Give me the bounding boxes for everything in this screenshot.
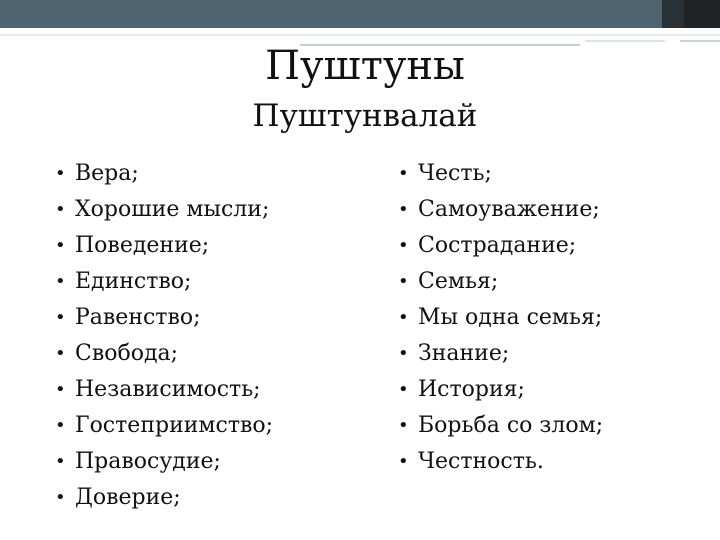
list-item — [398, 158, 708, 194]
slide-subtitle: Пуштунвалай — [252, 98, 478, 134]
list-item — [398, 374, 708, 410]
list-item-text: Вера; — [75, 161, 139, 186]
right-bullet-list — [398, 158, 708, 482]
bullet-icon: • — [398, 415, 409, 436]
bullet-icon: • — [398, 343, 409, 364]
bullet-icon: • — [55, 379, 66, 400]
list-item-text: Гостеприимство; — [75, 413, 274, 438]
list-item-text: Знание; — [418, 341, 510, 366]
list-item-text: История; — [418, 377, 525, 402]
list-item-text: Сострадание; — [418, 233, 577, 258]
bullet-icon: • — [398, 199, 409, 220]
list-item — [398, 266, 708, 302]
bullet-icon: • — [55, 163, 66, 184]
list-item-text: Независимость; — [75, 377, 261, 402]
slide-header-bar — [0, 0, 720, 28]
list-item — [55, 230, 375, 266]
list-item — [398, 410, 708, 446]
list-item — [55, 158, 375, 194]
list-item-text: Мы одна семья; — [418, 305, 603, 330]
bullet-icon: • — [398, 379, 409, 400]
list-item — [55, 266, 375, 302]
list-item — [55, 194, 375, 230]
list-item-text: Семья; — [418, 269, 499, 294]
bullet-icon: • — [398, 307, 409, 328]
bullet-icon: • — [55, 307, 66, 328]
slide-header-tab — [684, 0, 720, 28]
list-item — [398, 194, 708, 230]
list-item — [55, 338, 375, 374]
list-item — [55, 374, 375, 410]
list-item-text: Хорошие мысли; — [75, 197, 270, 222]
bullet-icon: • — [398, 235, 409, 256]
list-item-text: Свобода; — [75, 341, 179, 366]
bullet-icon: • — [398, 451, 409, 472]
list-item-text: Честность. — [418, 449, 544, 474]
list-item — [398, 338, 708, 374]
list-item-text: Правосудие; — [75, 449, 221, 474]
list-item — [55, 446, 375, 482]
bullet-icon: • — [55, 487, 66, 508]
bullet-icon: • — [398, 271, 409, 292]
list-item-text: Честь; — [418, 161, 492, 186]
list-item — [398, 230, 708, 266]
bullet-icon: • — [398, 163, 409, 184]
bullet-icon: • — [55, 199, 66, 220]
bullet-icon: • — [55, 343, 66, 364]
bullet-icon: • — [55, 415, 66, 436]
bullet-icon: • — [55, 271, 66, 292]
list-item — [398, 302, 708, 338]
list-item — [55, 410, 375, 446]
list-item — [55, 482, 375, 518]
list-item-text: Единство; — [75, 269, 192, 294]
list-item-text: Самоуважение; — [418, 197, 600, 222]
left-bullet-list — [55, 158, 375, 518]
title-accent-line-far-right — [680, 40, 720, 42]
slide-title: Пуштуны — [265, 43, 465, 89]
header-divider-line — [0, 34, 720, 36]
list-item — [55, 302, 375, 338]
bullet-icon: • — [55, 451, 66, 472]
title-accent-line-right — [585, 40, 665, 42]
list-item — [398, 446, 708, 482]
list-item-text: Борьба со злом; — [418, 413, 604, 438]
list-item-text: Равенство; — [75, 305, 201, 330]
list-item-text: Поведение; — [75, 233, 210, 258]
bullet-icon: • — [55, 235, 66, 256]
list-item-text: Доверие; — [75, 485, 181, 510]
